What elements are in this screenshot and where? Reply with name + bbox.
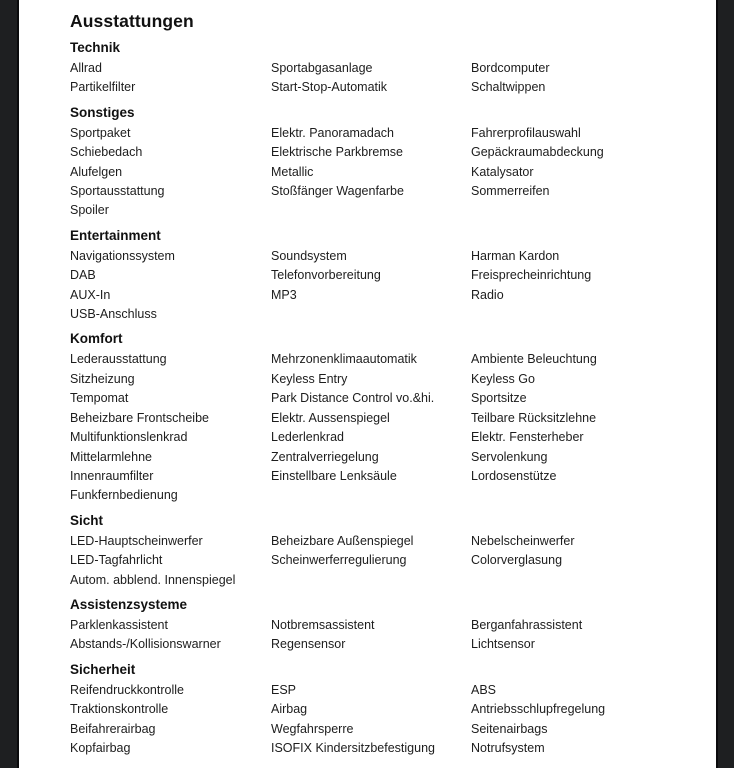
feature-row [70,286,698,305]
feature-item: Sitzheizung [70,371,135,386]
feature-item: Reifendruckkontrolle [70,682,184,697]
feature-row [70,78,698,97]
feature-item: Traktionskontrolle [70,702,169,717]
feature-row [70,532,698,551]
feature-item: ISOFIX Kindersitzbefestigung [271,740,435,755]
feature-row [70,143,698,162]
feature-row [70,467,698,486]
equipment-section [70,330,698,505]
feature-item: Lordosenstütze [471,468,557,483]
feature-item [471,486,698,505]
feature-item: Lederlenkrad [271,430,344,445]
feature-item: Sportausstattung [70,184,165,199]
feature-item: Alufelgen [70,164,123,179]
feature-item: Einstellbare Lenksäule [271,468,397,483]
feature-item: Partikelfilter [70,80,136,95]
feature-item: Elektr. Fensterheber [471,430,584,445]
feature-row [70,739,698,758]
feature-item: Katalysator [471,164,534,179]
section-heading: Assistenzsysteme [70,596,188,612]
feature-row [70,700,698,719]
feature-row [70,486,698,505]
feature-row [70,59,698,78]
feature-item: Beheizbare Außenspiegel [271,533,414,548]
document-page [17,0,718,768]
feature-row [70,389,698,408]
feature-item [471,305,698,324]
feature-item: Keyless Go [471,371,535,386]
feature-row [70,124,698,143]
feature-item: Scheinwerferregulierung [271,553,407,568]
feature-row [70,720,698,739]
feature-item [471,201,698,220]
feature-item: Navigationssystem [70,248,175,263]
feature-item [271,571,471,590]
feature-item: Beifahrerairbag [70,721,156,736]
feature-item: Sommerreifen [471,184,550,199]
feature-item: ABS [471,682,497,697]
section-heading: Sicht [70,512,104,528]
feature-row [70,428,698,447]
feature-item: Wegfahrsperre [271,721,354,736]
feature-item: Gepäckraumabdeckung [471,145,604,160]
feature-item: LED-Hauptscheinwerfer [70,533,203,548]
feature-row [70,266,698,285]
feature-row [70,616,698,635]
feature-item: Start-Stop-Automatik [271,80,388,95]
feature-item: DAB [70,268,96,283]
equipment-sections-container [70,39,698,758]
feature-item: ESP [271,682,297,697]
feature-item: Seitenairbags [471,721,548,736]
feature-item: Radio [471,287,504,302]
feature-item: Elektr. Aussenspiegel [271,410,390,425]
section-heading: Technik [70,40,121,55]
feature-row [70,305,698,324]
feature-item: Colorverglasung [471,553,563,568]
feature-item: Park Distance Control vo.&hi. [271,391,435,406]
feature-item: USB-Anschluss [70,307,157,322]
section-heading: Sicherheit [70,661,136,677]
feature-item: Sportpaket [70,125,131,140]
feature-item: Notrufsystem [471,740,545,755]
equipment-section [70,661,698,759]
feature-row [70,409,698,428]
feature-item: Berganfahrassistent [471,617,583,632]
feature-item: Elektr. Panoramadach [271,125,394,140]
feature-item: Funkfernbedienung [70,488,178,503]
feature-item: Mittelarmlehne [70,449,152,464]
feature-item: Soundsystem [271,248,347,263]
equipment-section [70,227,698,325]
feature-row [70,201,698,220]
section-heading: Komfort [70,331,123,347]
feature-item: Allrad [70,61,102,75]
feature-item: Schiebedach [70,145,143,160]
feature-item: Innenraumfilter [70,468,154,483]
feature-item [271,486,471,505]
feature-row [70,370,698,389]
feature-item: Kopfairbag [70,740,131,755]
feature-item: MP3 [271,287,297,302]
feature-item: LED-Tagfahrlicht [70,553,163,568]
feature-item: Mehrzonenklimaautomatik [271,352,417,367]
feature-item: Schaltwippen [471,80,546,95]
feature-item: Parklenkassistent [70,617,168,632]
feature-item: Airbag [271,702,308,717]
equipment-section [70,512,698,590]
feature-item: Elektrische Parkbremse [271,145,403,160]
feature-item: Teilbare Rücksitzlehne [471,410,597,425]
feature-row [70,571,698,590]
feature-row [70,247,698,266]
feature-item: Nebelscheinwerfer [471,533,575,548]
equipment-section [70,596,698,655]
feature-item: Servolenkung [471,449,548,464]
feature-item: Fahrerprofilauswahl [471,125,581,140]
feature-row [70,163,698,182]
page-title: Ausstattungen [70,11,194,31]
feature-item: Antriebsschlupfregelung [471,702,606,717]
feature-item: Freisprecheinrichtung [471,268,592,283]
feature-row [70,350,698,369]
feature-row [70,551,698,570]
feature-item: Regensensor [271,637,346,652]
feature-item: Telefonvorbereitung [271,268,381,283]
feature-item: Notbremsassistent [271,617,375,632]
feature-row [70,448,698,467]
feature-row [70,681,698,700]
feature-item: Abstands-/Kollisionswarner [70,637,221,652]
feature-item: Sportabgasanlage [271,61,373,75]
feature-item: Sportsitze [471,391,527,406]
feature-item: AUX-In [70,287,111,302]
feature-item [271,201,471,220]
feature-item: Keyless Entry [271,371,348,386]
feature-item: Lederausstattung [70,352,167,367]
feature-row [70,635,698,654]
feature-item: Harman Kardon [471,248,560,263]
feature-item [271,305,471,324]
feature-item: Lichtsensor [471,637,535,652]
feature-item: Ambiente Beleuchtung [471,352,597,367]
feature-row [70,182,698,201]
feature-item: Stoßfänger Wagenfarbe [271,184,404,199]
feature-item: Beheizbare Frontscheibe [70,410,209,425]
section-heading: Entertainment [70,227,161,243]
feature-item: Spoiler [70,203,109,218]
section-heading: Sonstiges [70,104,135,120]
feature-item: Bordcomputer [471,61,550,75]
feature-item: Zentralverriegelung [271,449,379,464]
feature-item: Metallic [271,164,314,179]
feature-item: Tempomat [70,391,129,406]
feature-item: Autom. abblend. Innenspiegel [70,572,236,587]
feature-item [471,571,698,590]
feature-item: Multifunktionslenkrad [70,430,188,445]
equipment-section [70,39,698,98]
equipment-section [70,104,698,221]
